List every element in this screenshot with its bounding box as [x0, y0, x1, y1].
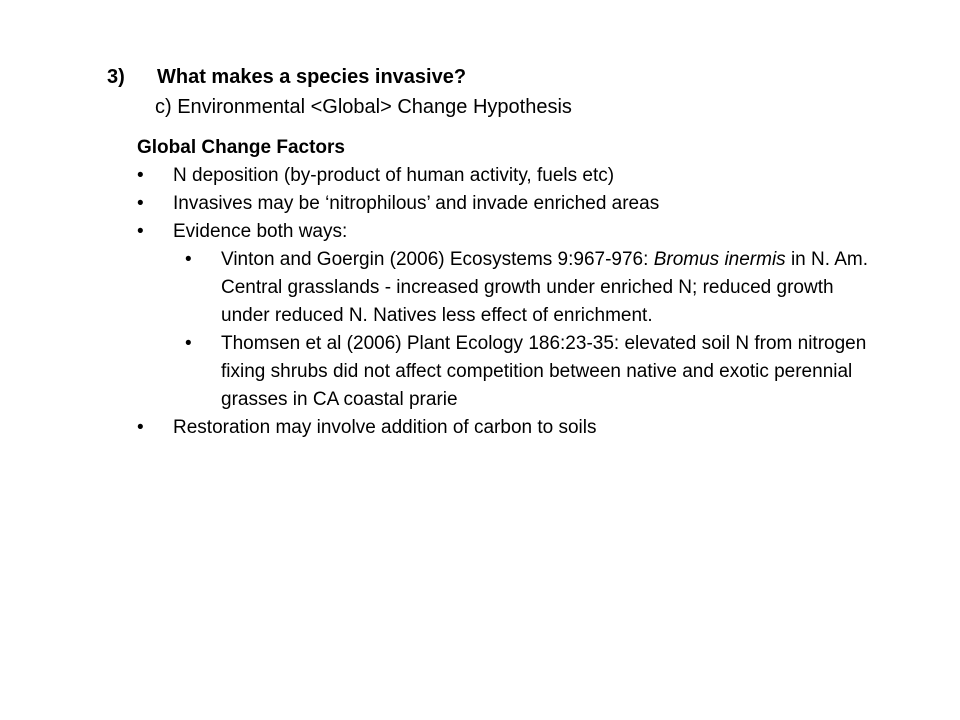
section-title: Global Change Factors: [137, 137, 345, 158]
bullet-text: N deposition (by-product of human activity, fuels etc): [173, 165, 615, 186]
sub-bullet-text-pre: Vinton and Goergin (2006) Ecosystems 9:967-976:: [221, 249, 654, 270]
heading-number: 3): [107, 66, 125, 88]
bullet-item: [137, 414, 917, 442]
slide-subheading: c) Environmental <Global> Change Hypothesis: [155, 96, 572, 118]
bullet-dot: •: [137, 165, 144, 186]
sub-bullet-text: Thomsen et al (2006) Plant Ecology 186:23-35: elevated soil N from nitrogen fixing shrubs did not affect competition between native and exotic perennial grasses in CA coastal prarie: [221, 333, 867, 410]
sub-bullet-item: [185, 330, 881, 414]
bullet-dot: •: [137, 417, 144, 438]
sub-bullet-text-post: in N. Am. Central grasslands - increased growth under enriched N; reduced growth under reduced N. Natives less effect of enrichment.: [221, 249, 869, 326]
species-genus: Bromus: [653, 249, 720, 270]
sub-bullet-item: [185, 246, 881, 330]
bullet-text: Restoration may involve addition of carbon to soils: [173, 417, 597, 438]
bullet-list: [137, 162, 917, 442]
heading-text: What makes a species invasive?: [157, 66, 467, 88]
slide-heading: [107, 63, 466, 91]
bullet-text: Evidence both ways:: [173, 221, 348, 242]
species-epithet: inermis: [724, 249, 786, 270]
bullet-item: [137, 190, 917, 218]
bullet-dot: •: [137, 193, 144, 214]
bullet-text: Invasives may be ‘nitrophilous’ and invade enriched areas: [173, 193, 660, 214]
bullet-item: [137, 218, 917, 246]
sub-bullet-dot: •: [185, 333, 192, 354]
sub-bullet-dot: •: [185, 249, 192, 270]
bullet-item: [137, 162, 917, 190]
bullet-dot: •: [137, 221, 144, 242]
